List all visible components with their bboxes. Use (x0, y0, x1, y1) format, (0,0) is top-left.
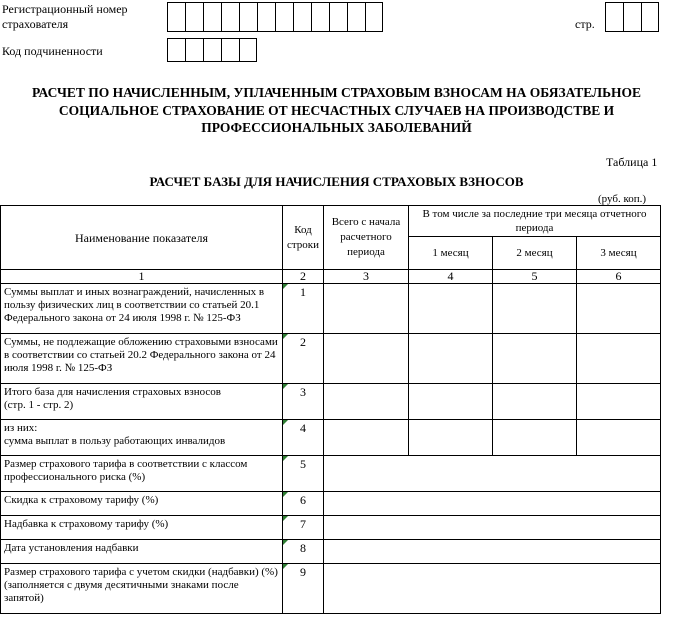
value-wide[interactable] (324, 456, 661, 492)
row-label (1, 420, 283, 456)
table-row (1, 516, 661, 540)
row-label-line-1: из них: (4, 422, 38, 434)
reg-number-label: Регистрационный номер страхователя (2, 2, 128, 31)
column-number: 4 (409, 270, 493, 284)
value-month-2[interactable] (493, 384, 577, 420)
row-label: Скидка к страховому тарифу (%) (1, 492, 283, 516)
value-month-2[interactable] (493, 420, 577, 456)
row-label: Надбавка к страховому тарифу (%) (1, 516, 283, 540)
value-month-1[interactable] (409, 384, 493, 420)
row-code: 6 (283, 492, 324, 516)
header-last-three-months: В том числе за последние три месяца отчетного периода (409, 206, 661, 237)
column-number: 6 (577, 270, 661, 284)
value-wide[interactable] (324, 540, 661, 564)
value-month-2[interactable] (493, 284, 577, 334)
row-label: Суммы, не подлежащие обложению страховыми взносами в соответствии со статьей 20.2 Федерального закона от 24 июля 1998 г. № 125-ФЗ (1, 334, 283, 384)
row-code: 1 (283, 284, 324, 334)
header-month-2: 2 месяц (493, 237, 577, 270)
row-label: Размер страхового тарифа в соответствии с классом профессионального риска (%) (1, 456, 283, 492)
title-line-1: РАСЧЕТ ПО НАЧИСЛЕННЫМ, УПЛАЧЕННЫМ СТРАХОВЫМ ВЗНОСАМ НА ОБЯЗАТЕЛЬНОЕ (31, 85, 642, 100)
row-label (1, 384, 283, 420)
value-month-3[interactable] (577, 334, 661, 384)
column-number: 1 (1, 270, 283, 284)
row-code: 5 (283, 456, 324, 492)
header-month-3: 3 месяц (577, 237, 661, 270)
value-month-1[interactable] (409, 334, 493, 384)
row-code: 4 (283, 420, 324, 456)
table-label: Таблица 1 (606, 155, 658, 169)
row-label-line-2: сумма выплат в пользу работающих инвалидов (4, 435, 226, 447)
column-number: 2 (283, 270, 324, 284)
value-wide[interactable] (324, 564, 661, 614)
column-number: 3 (324, 270, 409, 284)
title-line-3: ПРОФЕССИОНАЛЬНЫХ ЗАБОЛЕВАНИЙ (201, 120, 472, 135)
page-number-boxes[interactable] (605, 2, 659, 32)
table-row (1, 564, 661, 614)
value-wide[interactable] (324, 516, 661, 540)
row-label: Суммы выплат и иных вознаграждений, начисленных в пользу физических лиц в соответствии со статьей 20.1 Федерального закона от 24 июля 1998 г. № 125-ФЗ (1, 284, 283, 334)
subordination-boxes[interactable] (167, 38, 257, 62)
reg-number-boxes[interactable] (167, 2, 383, 32)
table-row (1, 456, 661, 492)
value-total[interactable] (324, 420, 409, 456)
row-code: 8 (283, 540, 324, 564)
header-code: Код строки (283, 206, 324, 270)
value-total[interactable] (324, 384, 409, 420)
title-line-2: СОЦИАЛЬНОЕ СТРАХОВАНИЕ ОТ НЕСЧАСТНЫХ СЛУЧАЕВ НА ПРОИЗВОДСТВЕ И (58, 103, 615, 118)
value-wide[interactable] (324, 492, 661, 516)
value-month-3[interactable] (577, 384, 661, 420)
row-code: 2 (283, 334, 324, 384)
header-total: Всего с начала расчетного периода (324, 206, 409, 270)
header-indicator: Наименование показателя (1, 206, 283, 270)
table-row (1, 492, 661, 516)
column-number: 5 (493, 270, 577, 284)
table-row (1, 334, 661, 384)
subordination-label: Код подчиненности (2, 44, 103, 58)
row-code: 7 (283, 516, 324, 540)
value-month-2[interactable] (493, 334, 577, 384)
value-month-3[interactable] (577, 284, 661, 334)
value-total[interactable] (324, 284, 409, 334)
value-month-3[interactable] (577, 420, 661, 456)
value-total[interactable] (324, 334, 409, 384)
header-month-1: 1 месяц (409, 237, 493, 270)
base-calculation-table (0, 205, 661, 614)
row-code: 9 (283, 564, 324, 614)
row-label-line-2: (стр. 1 - стр. 2) (4, 399, 74, 411)
row-code: 3 (283, 384, 324, 420)
row-label: Размер страхового тарифа с учетом скидки (надбавки) (%) (заполняется с двумя десятичными знаками после запятой) (1, 564, 283, 614)
row-label: Дата установления надбавки (1, 540, 283, 564)
value-month-1[interactable] (409, 420, 493, 456)
units-label: (руб. коп.) (598, 193, 647, 205)
table-row (1, 384, 661, 420)
row-label-line-1: Итого база для начисления страховых взносов (4, 386, 221, 398)
table-row (1, 420, 661, 456)
page-label: стр. (575, 17, 595, 31)
table-row (1, 284, 661, 334)
table-row (1, 540, 661, 564)
table-subtitle: РАСЧЕТ БАЗЫ ДЛЯ НАЧИСЛЕНИЯ СТРАХОВЫХ ВЗНОСОВ (149, 174, 524, 189)
value-month-1[interactable] (409, 284, 493, 334)
